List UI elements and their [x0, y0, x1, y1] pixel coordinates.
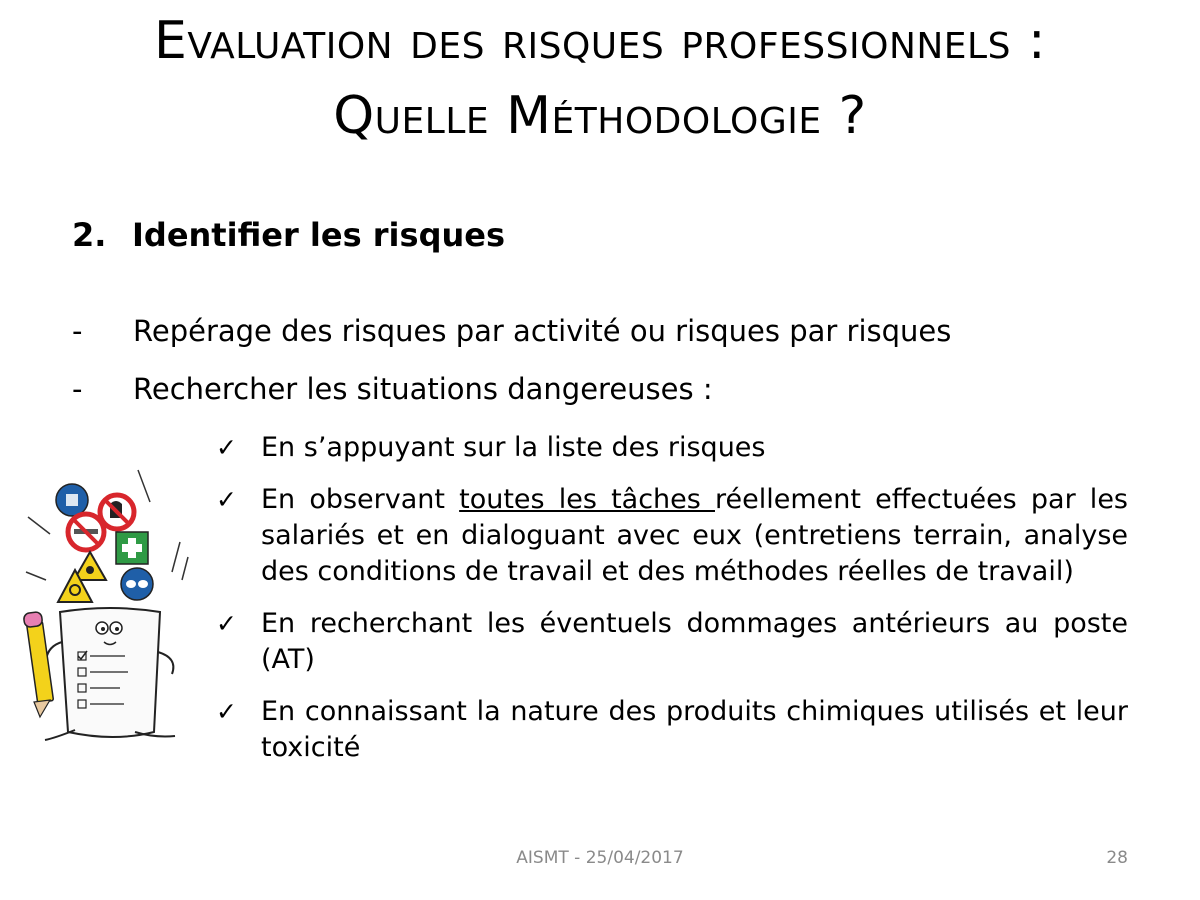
check-text-after: réellement effectuées par les salariés et en dialoguant avec eux (entretiens terrain, analyse des conditions de travail et des méthodes réelles de travail) — [261, 484, 1128, 587]
section-number: 2. — [72, 216, 107, 254]
check-text: En recherchant les éventuels dommages antérieurs au poste (AT) — [261, 608, 1128, 675]
pencil-icon — [23, 611, 53, 717]
check-text: En connaissant la nature des produits chimiques utilisés et leur toxicité — [261, 696, 1128, 763]
section-heading — [72, 216, 505, 254]
underlined-phrase: toutes les tâches — [459, 484, 715, 515]
check-item — [216, 606, 1128, 678]
footer-text: AISMT - 25/04/2017 — [516, 848, 684, 868]
slide-title-line-2: Quelle Méthodologie ? — [333, 86, 867, 147]
checkmark-icon: ✓ — [216, 433, 237, 462]
safety-checklist-illustration — [20, 462, 195, 747]
check-item — [216, 430, 1128, 466]
bullet-text: Rechercher les situations dangereuses : — [133, 372, 713, 406]
bullet-text: Repérage des risques par activité ou risques par risques — [133, 314, 952, 348]
checkmark-icon: ✓ — [216, 697, 237, 726]
bullet-item — [72, 372, 713, 406]
checkmark-icon: ✓ — [216, 485, 237, 514]
check-item — [216, 482, 1128, 590]
page-number: 28 — [1106, 848, 1128, 868]
goggles-sign-icon — [121, 568, 153, 600]
dash-marker: - — [72, 372, 83, 406]
slide-title-line-1: Evaluation des risques professionnels : — [153, 11, 1047, 71]
bullet-item — [72, 314, 951, 348]
check-text — [261, 482, 1128, 590]
check-list — [216, 430, 1128, 782]
dash-marker: - — [72, 314, 83, 348]
slide-title — [40, 4, 1160, 155]
check-text-before: En observant — [261, 484, 460, 515]
section-title: Identifier les risques — [132, 216, 505, 254]
checkmark-icon: ✓ — [216, 609, 237, 638]
check-item — [216, 694, 1128, 766]
check-text: En s’appuyant sur la liste des risques — [261, 432, 766, 463]
